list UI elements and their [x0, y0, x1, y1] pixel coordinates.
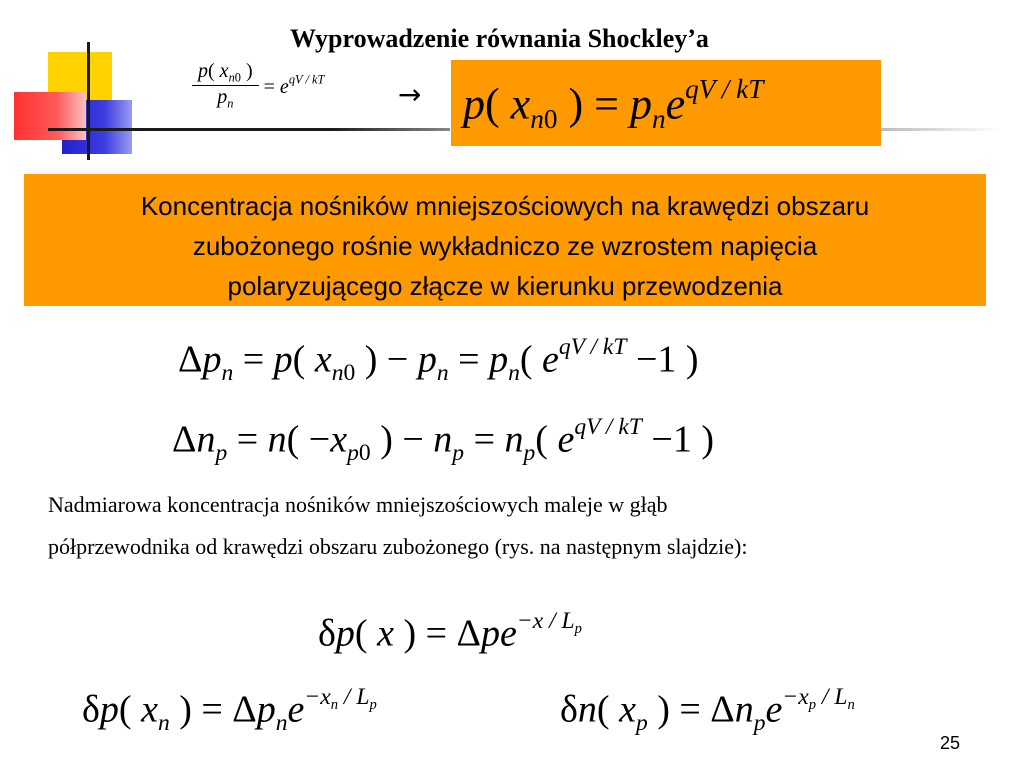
highlighted-equation-box	[451, 60, 881, 146]
deco-line-fade	[881, 128, 1001, 131]
deco-horizontal-line	[48, 128, 450, 131]
delta-np-equation: $\Delta n_p = n( -x_{p0}$ ) − $n_p = n_p$( $e^{qV / kT} -1$ )	[172, 414, 714, 466]
highlight-line-3: polaryzującego złącze w kierunku przewodzenia	[227, 271, 783, 301]
fraction: $\frac{p( x_{n0} )}{p_n}$	[192, 60, 259, 112]
deco-vertical-line	[87, 42, 90, 160]
delta-pn-equation: $\Delta p_n = p$( $x_{n0}$ ) − $p_n = p_n$( $e^{qV / kT} -1$ )	[178, 334, 699, 386]
deco-red-square	[14, 92, 86, 140]
slide-title: Wyprowadzenie równania Shockley’a	[290, 24, 709, 53]
highlight-text-box	[24, 174, 986, 306]
body-text-line-1: Nadmiarowa koncentracja nośników mniejszościowych maleje w głąb	[48, 492, 668, 517]
highlighted-equation: p( $x_{n0}$ ) = $p_ne^{qV / kT}$	[463, 74, 764, 134]
delta-px-equation: δp( x ) = Δpe$^{-x / L_p}$	[318, 608, 582, 655]
delta-n-xp-equation: δn( $x_p$ ) = $\Delta n_pe^{-x_p / L_n}$	[560, 684, 855, 736]
arrow-icon: →	[398, 78, 422, 111]
page-number: 25	[940, 733, 961, 753]
highlight-line-2: zubożonego rośnie wykładniczo ze wzrostem napięcia	[192, 231, 818, 261]
body-text-line-2: półprzewodnika od krawędzi obszaru zubożonego (rys. na następnym slajdzie):	[48, 534, 748, 559]
delta-p-xn-equation: δp( $x_n$ ) = $\Delta p_ne^{-x_n / L_p}$	[82, 684, 377, 736]
small-fraction-equation: $\frac{p( x_{n0} )}{p_n}$ = $e^{qV / kT}$	[192, 60, 324, 112]
highlight-line-1: Koncentracja nośników mniejszościowych na krawędzi obszaru	[140, 191, 870, 221]
